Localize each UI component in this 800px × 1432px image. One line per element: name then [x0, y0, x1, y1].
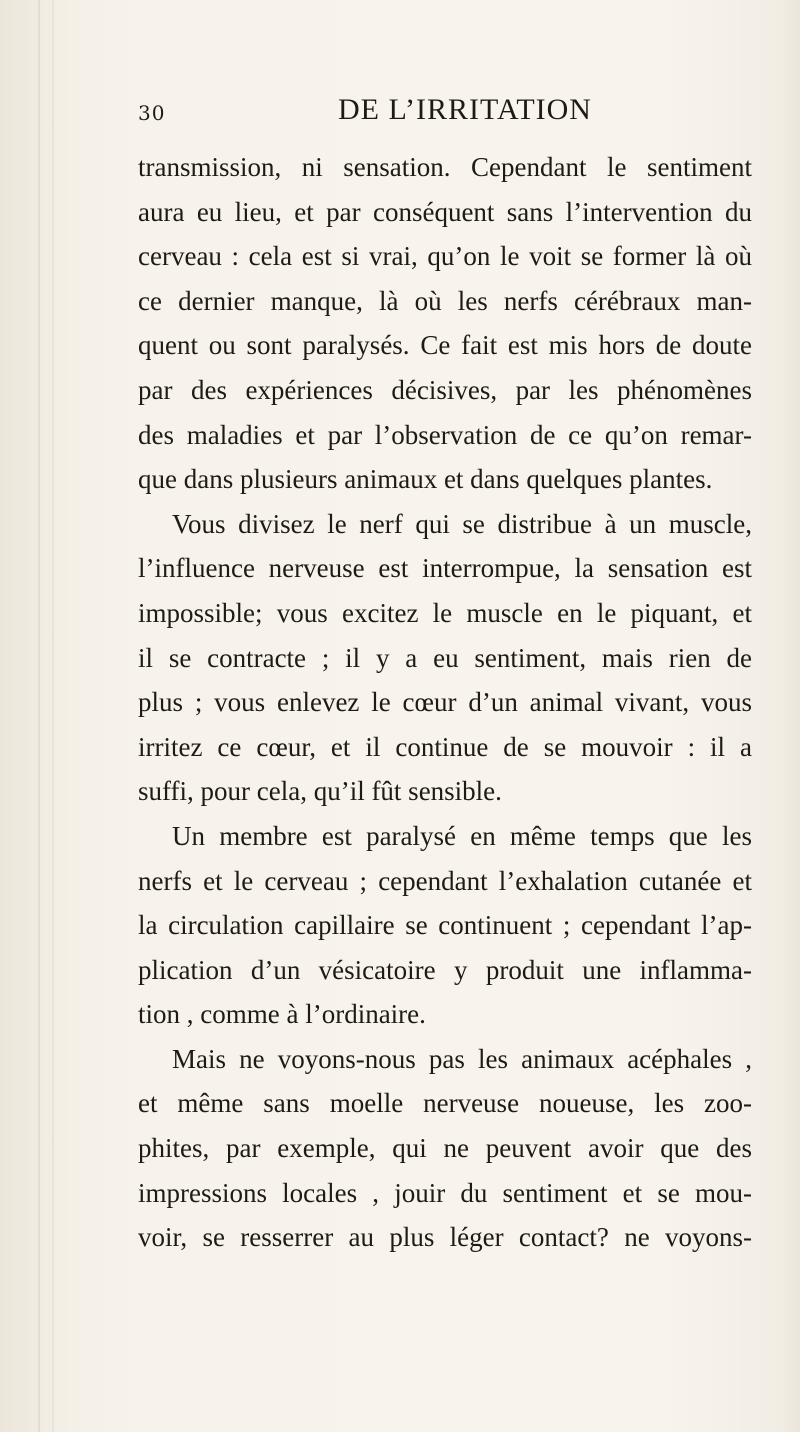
- text-line: Un membre est paralysé en même temps que les: [172, 820, 752, 851]
- text-line: irritez ce cœur, et il continue de se mouvoir : il a: [138, 731, 752, 762]
- text-line: Vous divisez le nerf qui se distribue à un muscle,: [172, 508, 752, 539]
- text-line: suffi, pour cela, qu’il fût sensible.: [138, 776, 502, 807]
- text-line: des maladies et par l’observation de ce qu’on remar-: [138, 419, 752, 450]
- page-number: 30: [138, 101, 166, 125]
- binding-shadow: [38, 0, 40, 1432]
- binding-shadow-inner: [52, 0, 54, 1432]
- text-line: par des expériences décisives, par les phénomènes: [138, 374, 752, 405]
- text-line: plication d’un vésicatoire y produit une inflamma-: [138, 954, 752, 985]
- text-line: plus ; vous enlevez le cœur d’un animal vivant, vous: [138, 687, 752, 718]
- text-line: et même sans moelle nerveuse noueuse, les zoo-: [138, 1088, 752, 1119]
- running-title: DE L’IRRITATION: [338, 93, 592, 126]
- text-line: que dans plusieurs animaux et dans quelques plantes.: [138, 464, 713, 495]
- body-text: [138, 145, 752, 1260]
- text-line: tion , comme à l’ordinaire.: [138, 999, 426, 1030]
- text-line: ce dernier manque, là où les nerfs cérébraux man-: [138, 285, 752, 316]
- text-line: voir, se resserrer au plus léger contact? ne voyons-: [138, 1222, 752, 1253]
- text-line: nerfs et le cerveau ; cependant l’exhalation cutanée et: [138, 865, 752, 896]
- text-line: l’influence nerveuse est interrompue, la sensation est: [138, 553, 752, 584]
- text-line: phites, par exemple, qui ne peuvent avoir que des: [138, 1133, 752, 1164]
- text-line: il se contracte ; il y a eu sentiment, mais rien de: [138, 642, 752, 673]
- text-line: Mais ne voyons-nous pas les animaux acéphales ,: [172, 1043, 752, 1074]
- text-line: aura eu lieu, et par conséquent sans l’intervention du: [138, 196, 752, 227]
- text-line: impressions locales , jouir du sentiment et se mou-: [138, 1177, 752, 1208]
- text-line: cerveau : cela est si vrai, qu’on le voit se former là où: [138, 241, 752, 272]
- page-header: [138, 93, 748, 129]
- text-line: transmission, ni sensation. Cependant le sentiment: [138, 152, 752, 182]
- text-line: impossible; vous excitez le muscle en le piquant, et: [138, 597, 752, 628]
- text-line: la circulation capillaire se continuent ; cependant l’ap-: [138, 910, 752, 941]
- text-line: quent ou sont paralysés. Ce fait est mis hors de doute: [138, 330, 752, 361]
